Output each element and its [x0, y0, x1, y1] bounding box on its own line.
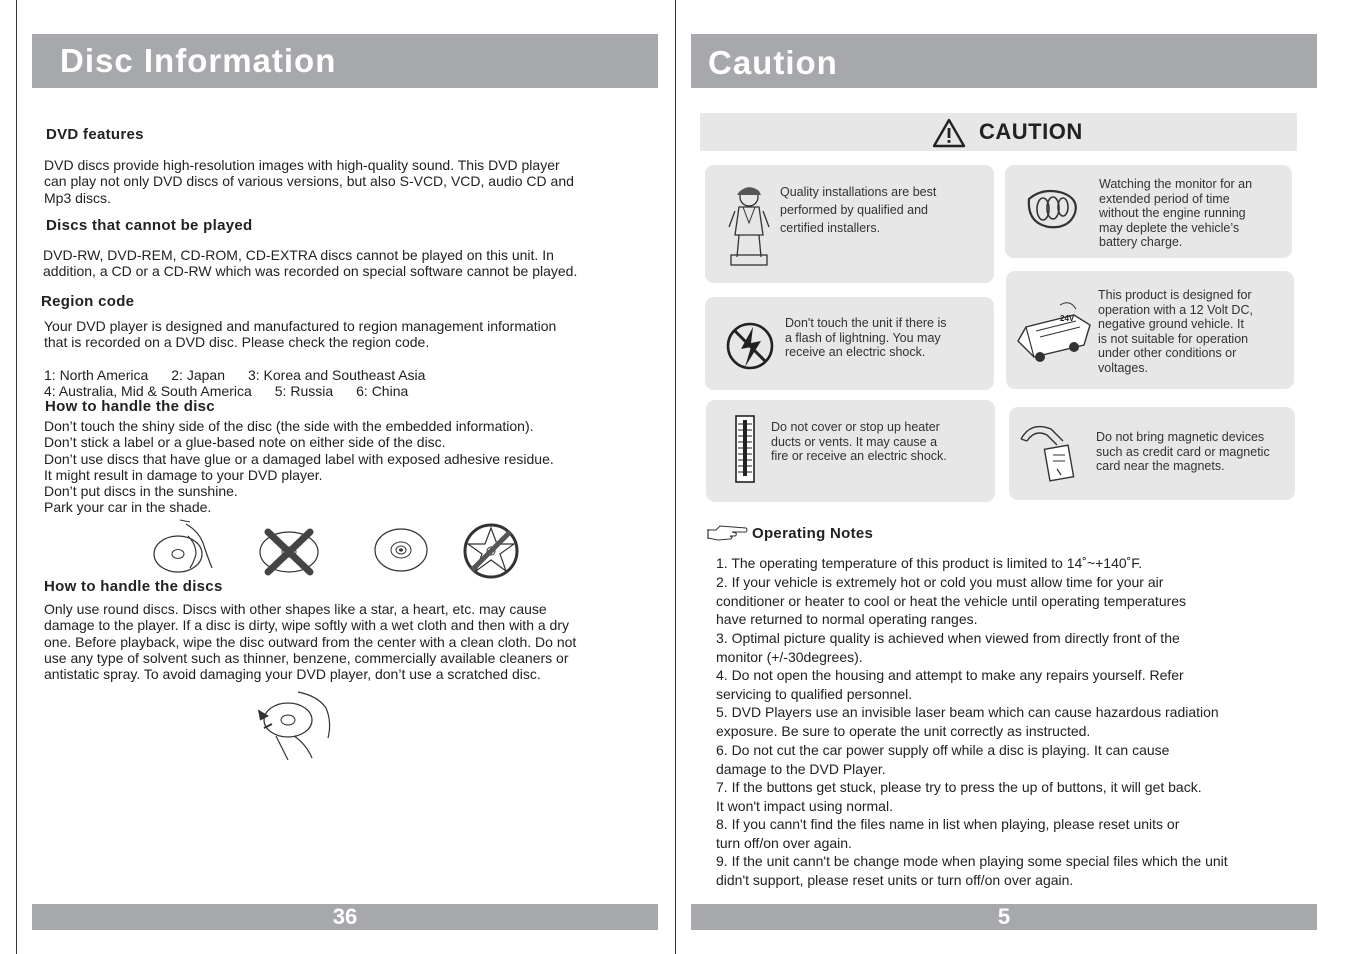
truck-icon [1014, 301, 1096, 365]
card-text: Don't touch the unit if there is a flash of lightning. You may receive an electric shock. [785, 316, 947, 359]
page-number: 36 [332, 904, 358, 929]
caution-card-engine [1005, 165, 1292, 258]
region-code-2: 2: Japan [171, 367, 225, 384]
caution-bar [700, 113, 1297, 151]
round-disc-icon [374, 528, 428, 572]
left-footer-bar [32, 904, 658, 930]
hand-holding-disc-icon [150, 520, 216, 576]
left-page-edge [16, 0, 17, 954]
section-heading-dvd-features: DVD features [46, 126, 144, 143]
warning-triangle-icon [932, 118, 966, 148]
page-number: 5 [997, 904, 1011, 929]
card-text: Do not cover or stop up heater ducts or vents. It may cause a fire or receive an electric shock. [771, 420, 947, 463]
caution-card-heater [706, 400, 995, 502]
dvd-features-body: DVD discs provide high-resolution images with high-quality sound. This DVD player can play not only DVD discs of various versions, but also S-VCD, VCD, audio CD and Mp3 discs. [44, 157, 574, 206]
page-title: Disc Information [60, 42, 337, 79]
installer-icon [727, 183, 773, 269]
handle-disc-body: Don’t touch the shiny side of the disc (the side with the embedded information). Don’t stick a label or a glue-based note on either side of the disc. Don’t use discs that have glue or a damaged label with exposed adhesive residue. It might result in damage to your DVD player. Don’t put discs in the sunshine. Park your car in the shade. [44, 418, 554, 516]
engine-icon [1023, 185, 1081, 231]
voltage-badge: 24V [1060, 314, 1075, 323]
operating-note-5: 5. DVD Players use an invisible laser beam which can cause hazardous radiation exposure. Be sure to operate the unit correctly as instructed. [716, 704, 1219, 739]
crossed-disc-icon [256, 526, 322, 576]
handle-discs-body: Only use round discs. Discs with other shapes like a star, a heart, etc. may cause damage to the player. If a disc is dirty, wipe softly with a wet cloth and then with a dry one. Before playback, wipe the disc outward from the center with a clean cloth. Do not use any type of solvent such as thinner, benzene, commercially available cleaners or antistatic spray. To avoid damaging your DVD player, don’t use a scratched disc. [44, 601, 577, 683]
region-code-5: 5: Russia [274, 383, 334, 400]
card-text: Do not bring magnetic devices such as credit card or magnetic card near the magnets. [1096, 430, 1270, 473]
cannot-play-body: DVD-RW, DVD-REM, CD-ROM, CD-EXTRA discs cannot be played on this unit. In addition, a CD or a CD-RW which was recorded on special software cannot be played. [43, 247, 578, 280]
pointing-hand-icon [706, 524, 748, 542]
page-title: Caution [708, 44, 838, 81]
magnet-icon [1017, 419, 1079, 483]
region-code-3: 3: Korea and Southeast Asia [247, 367, 426, 384]
region-code-4: 4: Australia, Mid & South America [44, 383, 252, 400]
caution-card-lightning [705, 297, 994, 390]
no-lightning-icon [725, 321, 775, 371]
no-star-disc-icon [462, 523, 520, 579]
operating-note-1: 1. The operating temperature of this product is limited to 14˚~+140˚F. [716, 555, 1143, 571]
operating-notes-heading: Operating Notes [752, 525, 874, 542]
operating-note-9: 9. If the unit cann't be change mode when playing some special files which the unit didn't support, please reset units or turn off/on over again. [716, 853, 1228, 888]
operating-note-2: 2. If your vehicle is extremely hot or cold you must allow time for your air conditioner or heater to cool or heat the vehicle until operating temperatures have returned to normal operating ranges. [716, 574, 1187, 628]
caution-card-magnet [1009, 407, 1295, 500]
operating-note-4: 4. Do not open the housing and attempt to make any repairs yourself. Refer servicing to qualified personnel. [716, 667, 1184, 702]
operating-note-6: 6. Do not cut the car power supply off while a disc is playing. It can cause damage to the DVD Player. [716, 742, 1170, 777]
region-codes-line-2 [44, 367, 654, 400]
operating-note-3: 3. Optimal picture quality is achieved when viewed from directly front of the monitor (+/-30degrees). [716, 630, 1180, 665]
operating-note-8: 8. If you cann't find the files name in list when playing, please reset units or turn off/on over again. [716, 816, 1180, 851]
hand-wiping-disc-icon [254, 688, 336, 762]
section-heading-handle-disc: How to handle the disc [45, 398, 215, 415]
caution-card-installer [705, 165, 994, 283]
section-heading-handle-discs: How to handle the discs [44, 578, 223, 595]
caution-card-voltage [1006, 271, 1294, 389]
card-text: Watching the monitor for an extended period of time without the engine running may deplete the vehicle’s battery charge. [1099, 177, 1253, 249]
right-footer-bar [691, 904, 1317, 930]
region-code-body: Your DVD player is designed and manufactured to region management information that is recorded on a DVD disc. Please check the region code. [44, 318, 557, 351]
card-text: This product is designed for operation with a 12 Volt DC, negative ground vehicle. It is not suitable for operation under other conditions or voltages. [1098, 288, 1253, 375]
page-fold-line [675, 0, 676, 954]
card-text: Quality installations are best performed by qualified and certified installers. [780, 185, 937, 235]
section-heading-cannot-play: Discs that cannot be played [46, 217, 253, 234]
section-heading-region-code: Region code [41, 293, 135, 310]
region-code-6: 6: China [356, 383, 409, 400]
thermometer-icon [734, 414, 756, 484]
left-title-banner [32, 34, 658, 88]
right-title-banner [691, 34, 1317, 88]
operating-note-7: 7. If the buttons get stuck, please try to press the up of buttons, it will get back. It won't impact using normal. [716, 779, 1202, 814]
region-code-1: 1: North America [44, 367, 149, 384]
caution-label: CAUTION [979, 119, 1083, 144]
